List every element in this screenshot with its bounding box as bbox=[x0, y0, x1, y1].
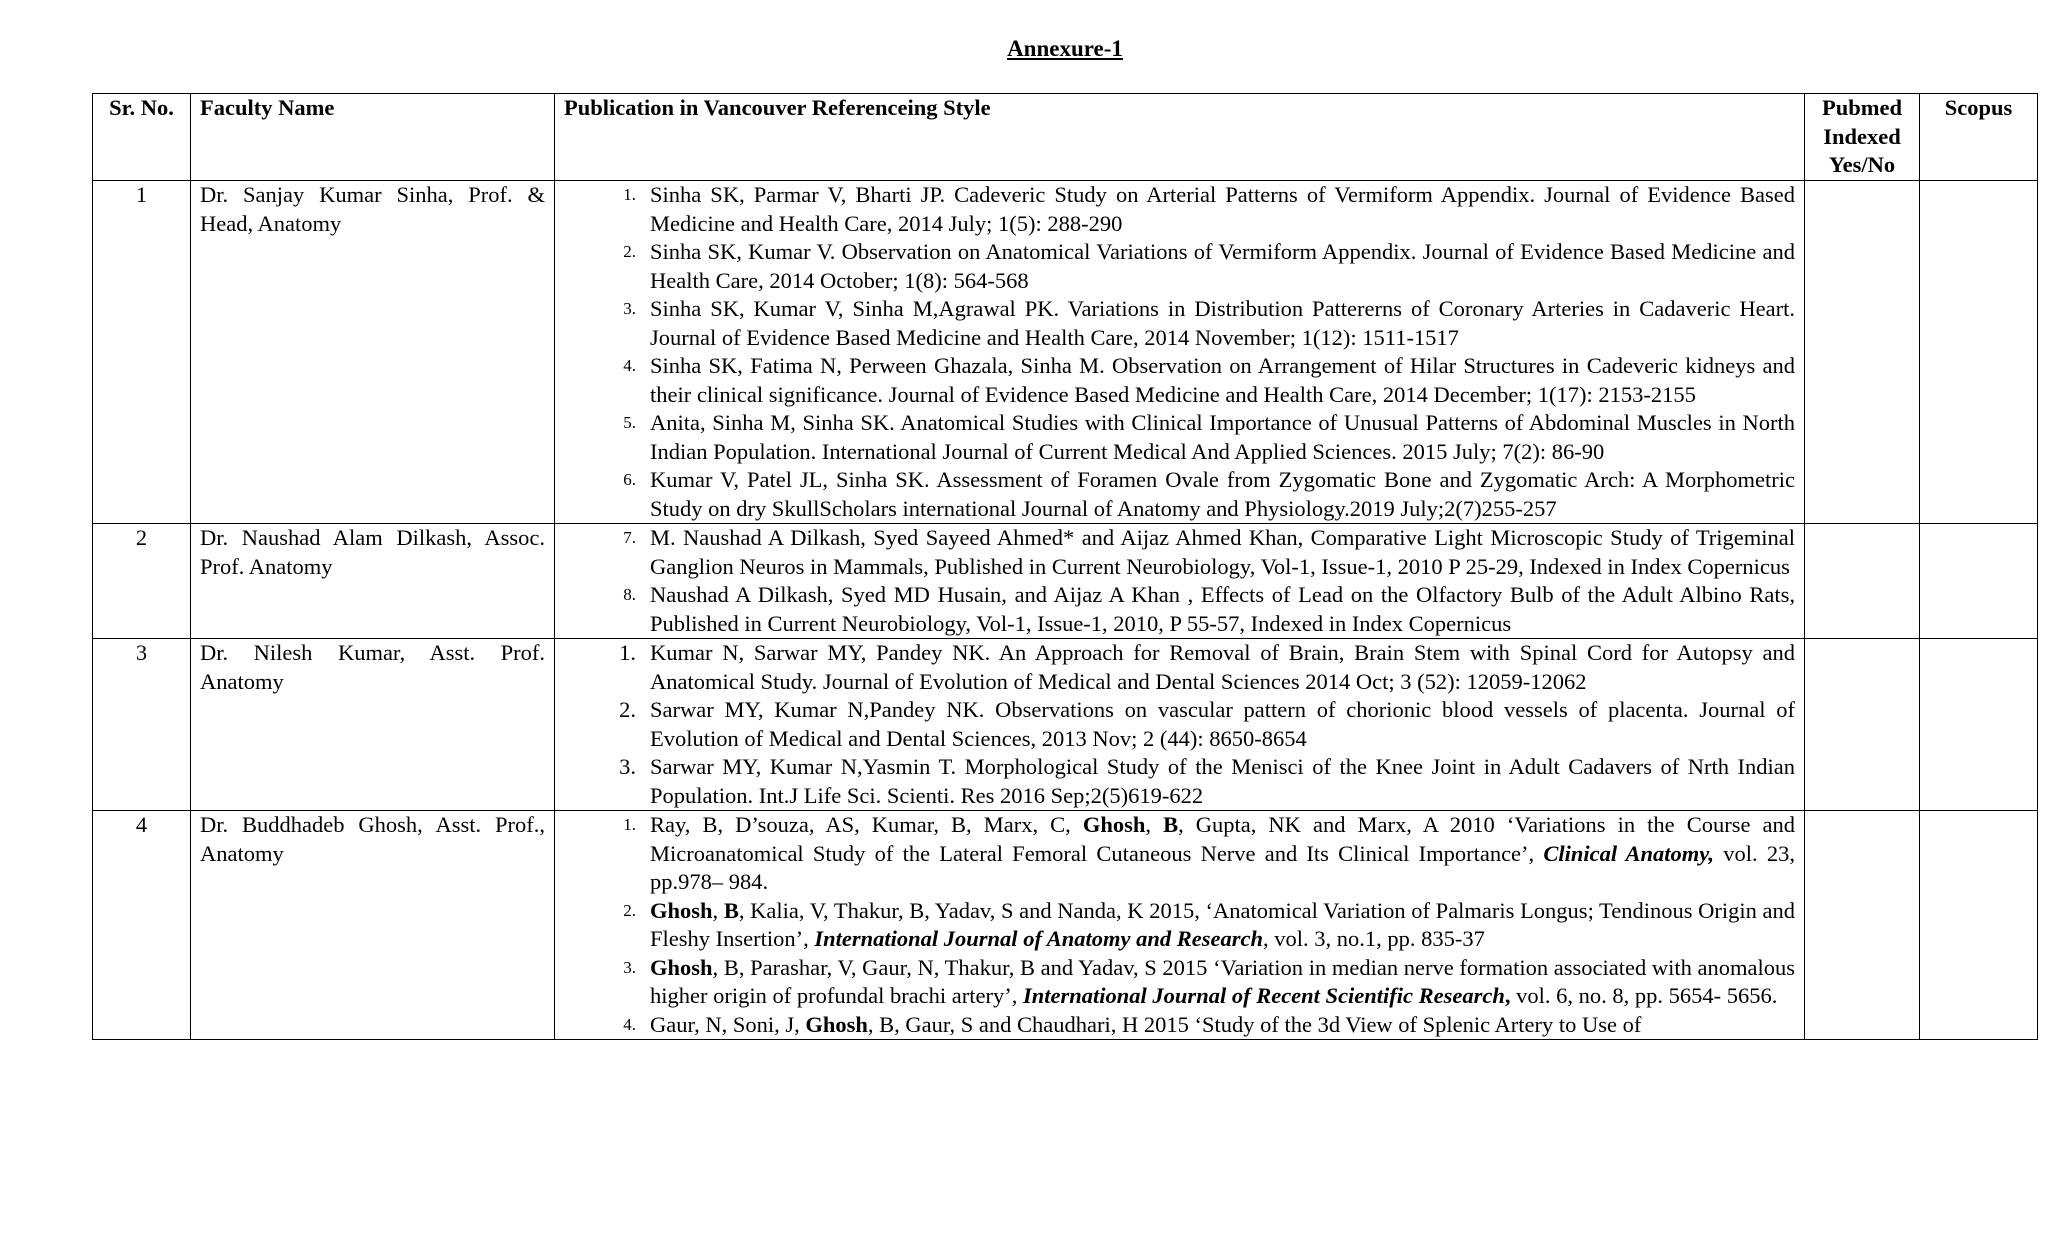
publication-list bbox=[555, 524, 1805, 639]
publication-number: 2. bbox=[623, 242, 636, 261]
author-highlight: Ghosh bbox=[650, 897, 713, 923]
publication-item bbox=[564, 811, 1795, 897]
header-publication: Publication in Vancouver Referenceing Style bbox=[555, 94, 1805, 181]
text-run: , bbox=[1145, 812, 1164, 837]
table-row bbox=[93, 811, 2038, 1040]
table-header-row bbox=[93, 94, 2038, 181]
publication-text: M. Naushad A Dilkash, Syed Sayeed Ahmed* and Aijaz Ahmed Khan, Comparative Light Microscopic Study of Trigeminal Ganglion Neuros in Mammals, Published in Current Neurobiology, Vol-1, Issue-1, 2010 P 25-29, Indexed in Index Copernicus bbox=[650, 525, 1795, 579]
publication-text: Sinha SK, Parmar V, Bharti JP. Cadeveric Study on Arterial Patterns of Vermiform Appendix. Journal of Evidence Based Medicine and Health Care, 2014 July; 1(5): 288-290 bbox=[650, 182, 1795, 236]
scopus-cell bbox=[1920, 524, 2038, 639]
publication-number: 4. bbox=[623, 356, 636, 375]
text-run: vol. 6, no. 8, pp. 5654- 5656. bbox=[1510, 983, 1778, 1008]
faculty-name: Dr. Nilesh Kumar, Asst. Prof. Anatomy bbox=[191, 639, 555, 811]
table-row bbox=[93, 639, 2038, 811]
publication-item bbox=[564, 639, 1795, 696]
publication-item bbox=[564, 409, 1795, 466]
journal-name: International Journal of Anatomy and Research bbox=[814, 926, 1263, 951]
publication-number: 2. bbox=[623, 900, 636, 920]
scopus-cell bbox=[1920, 181, 2038, 524]
author-highlight: Ghosh bbox=[1082, 812, 1146, 837]
faculty-name: Dr. Buddhadeb Ghosh, Asst. Prof., Anatomy bbox=[191, 811, 555, 1040]
text-run: , B, Gaur, S and Chaudhari, H 2015 ‘Study of the 3d View of Splenic Artery to Use of bbox=[867, 1011, 1642, 1037]
publication-number: 1. bbox=[623, 815, 636, 834]
publication-text: Sinha SK, Kumar V. Observation on Anatomical Variations of Vermiform Appendix. Journal of Evidence Based Medicine and Health Care, 2014 October; 1(8): 564-568 bbox=[650, 239, 1795, 293]
publication-number: 4. bbox=[623, 1014, 636, 1034]
publication-item bbox=[564, 238, 1795, 295]
publication-number: 5. bbox=[623, 413, 636, 432]
journal-name: International Journal of Recent Scientific Research bbox=[1023, 983, 1505, 1008]
page-title: Annexure-1 bbox=[1007, 36, 1123, 61]
publication-list bbox=[555, 639, 1805, 811]
publication-number: 3. bbox=[623, 957, 636, 977]
publication-text: Sinha SK, Fatima N, Perween Ghazala, Sinha M. Observation on Arrangement of Hilar Structures in Cadeveric kidneys and their clinical significance. Journal of Evidence Based Medicine and Health Care, 2014 December; 1(17): 2153-2155 bbox=[650, 353, 1795, 407]
header-faculty-name: Faculty Name bbox=[191, 94, 555, 181]
scopus-cell bbox=[1920, 811, 2038, 1040]
sr-no: 2 bbox=[93, 524, 191, 639]
sr-no: 4 bbox=[93, 811, 191, 1040]
publication-text bbox=[650, 811, 1795, 897]
text-run: , B, Parashar, V, Gaur, N, Thakur, B and Yadav, S 2015 ‘Variation in median nerve formation associated with anomalous higher origin of profundal brachi artery’, bbox=[650, 954, 1795, 1008]
header-sr-no: Sr. No. bbox=[93, 94, 191, 181]
publication-text: Sarwar MY, Kumar N,Yasmin T. Morphological Study of the Menisci of the Knee Joint in Adult Cadavers of Nrth Indian Population. Int.J Life Sci. Scienti. Res 2016 Sep;2(5)619-622 bbox=[650, 754, 1795, 808]
table-row bbox=[93, 524, 2038, 639]
author-highlight: B bbox=[723, 897, 739, 923]
publication-number: 6. bbox=[623, 470, 636, 489]
publication-number: 1. bbox=[623, 185, 636, 204]
pubmed-cell bbox=[1805, 524, 1920, 639]
text-run: vol. 23, pp.978– 984. bbox=[650, 840, 1795, 894]
publication-text: Sinha SK, Kumar V, Sinha M,Agrawal PK. Variations in Distribution Pattererns of Coronary Arteries in Cadaveric Heart. Journal of Evidence Based Medicine and Health Care, 2014 November; 1(12): 1511-1517 bbox=[650, 296, 1795, 350]
publication-number: 7. bbox=[623, 528, 636, 547]
publication-item bbox=[564, 524, 1795, 581]
journal-name: Clinical Anatomy, bbox=[1543, 840, 1715, 866]
faculty-name: Dr. Sanjay Kumar Sinha, Prof. & Head, Anatomy bbox=[191, 181, 555, 524]
publications-table bbox=[92, 93, 2038, 1040]
pubmed-cell bbox=[1805, 181, 1920, 524]
publication-number: 3. bbox=[623, 299, 636, 318]
text-run: Ray, B, D’souza, AS, Kumar, B, Marx, C, bbox=[650, 812, 1083, 837]
table-row bbox=[93, 181, 2038, 524]
publication-text bbox=[650, 954, 1795, 1011]
publication-item bbox=[564, 581, 1795, 638]
author-highlight: B bbox=[1163, 812, 1179, 837]
text-run: , bbox=[1504, 983, 1511, 1008]
header-scopus: Scopus bbox=[1920, 94, 2038, 181]
author-highlight: Ghosh bbox=[805, 1011, 868, 1037]
faculty-name: Dr. Naushad Alam Dilkash, Assoc. Prof. Anatomy bbox=[191, 524, 555, 639]
publication-item bbox=[564, 753, 1795, 810]
text-run: , bbox=[712, 897, 724, 923]
scopus-cell bbox=[1920, 639, 2038, 811]
sr-no: 3 bbox=[93, 639, 191, 811]
publication-item bbox=[564, 897, 1795, 954]
publication-item bbox=[564, 954, 1795, 1011]
publication-number: 3. bbox=[619, 754, 636, 779]
publication-item bbox=[564, 1011, 1795, 1039]
publication-text bbox=[650, 897, 1795, 954]
publication-text bbox=[650, 1011, 1795, 1039]
text-run: Gaur, N, Soni, J, bbox=[650, 1011, 806, 1037]
publication-item bbox=[564, 352, 1795, 409]
publication-list bbox=[555, 811, 1805, 1040]
publication-item bbox=[564, 295, 1795, 352]
publication-item bbox=[564, 466, 1795, 523]
publication-number: 1. bbox=[619, 640, 636, 665]
publication-text: Sarwar MY, Kumar N,Pandey NK. Observations on vascular pattern of chorionic blood vessels of placenta. Journal of Evolution of Medical and Dental Sciences, 2013 Nov; 2 (44): 8650-8654 bbox=[650, 697, 1795, 751]
header-pubmed: Pubmed Indexed Yes/No bbox=[1805, 94, 1920, 181]
publication-item bbox=[564, 696, 1795, 753]
pubmed-cell bbox=[1805, 811, 1920, 1040]
publication-text: Kumar N, Sarwar MY, Pandey NK. An Approach for Removal of Brain, Brain Stem with Spinal Cord for Autopsy and Anatomical Study. Journal of Evolution of Medical and Dental Sciences 2014 Oct; 3 (52): 12059-12062 bbox=[650, 640, 1795, 694]
publication-list bbox=[555, 181, 1805, 524]
publication-text: Naushad A Dilkash, Syed MD Husain, and Aijaz A Khan , Effects of Lead on the Olfactory Bulb of the Adult Albino Rats, Published in Current Neurobiology, Vol-1, Issue-1, 2010, P 55-57, Indexed in Index Copernicus bbox=[650, 582, 1795, 636]
publication-item bbox=[564, 181, 1795, 238]
text-run: , Gupta, NK and Marx, A 2010 ‘Variations in the Course and Microanatomical Study of the Lateral Femoral Cutaneous Nerve and Its Clinical Importance’, bbox=[650, 812, 1795, 866]
text-run: , vol. 3, no.1, pp. 835-37 bbox=[1263, 926, 1485, 951]
text-run: , Kalia, V, Thakur, B, Yadav, S and Nanda, K 2015, ‘Anatomical Variation of Palmaris Longus; Tendinous Origin and Fleshy Insertion’, bbox=[650, 897, 1796, 951]
author-highlight: Ghosh bbox=[650, 954, 713, 980]
pubmed-cell bbox=[1805, 639, 1920, 811]
sr-no: 1 bbox=[93, 181, 191, 524]
publication-number: 8. bbox=[623, 585, 636, 604]
publication-text: Anita, Sinha M, Sinha SK. Anatomical Studies with Clinical Importance of Unusual Patterns of Abdominal Muscles in North Indian Population. International Journal of Current Medical And Applied Sciences. 2015 July; 7(2): 86-90 bbox=[650, 410, 1795, 464]
publication-text: Kumar V, Patel JL, Sinha SK. Assessment of Foramen Ovale from Zygomatic Bone and Zygomatic Arch: A Morphometric Study on dry SkullScholars international Journal of Anatomy and Physiology.2019 July;2(7)255-257 bbox=[650, 467, 1795, 521]
publication-number: 2. bbox=[619, 697, 636, 722]
